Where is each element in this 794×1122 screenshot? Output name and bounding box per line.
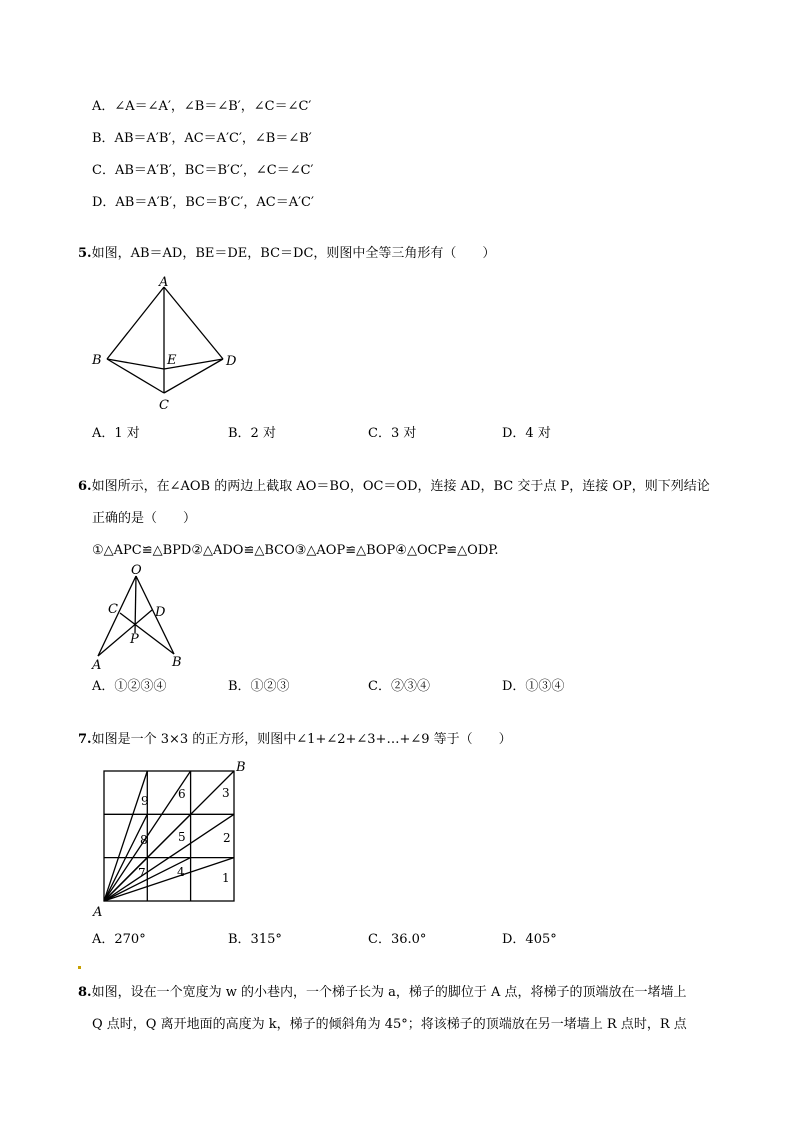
q8-stem-line-1	[78, 985, 687, 1001]
q6-label-a: A	[92, 658, 102, 673]
q7-stem: 如图是一个 3×3 的正方形，则图中∠1+∠2+∠3+…+∠9 等于（ ）	[91, 732, 512, 747]
prev-option-d: D．AB＝A′B′，BC＝B′C′，AC＝A′C′	[92, 195, 314, 210]
q7-stem-line	[78, 732, 512, 748]
q5-label-a: A	[159, 275, 169, 290]
q6-stem-2: 正确的是（ ）	[92, 511, 197, 526]
q5-segment-ab	[107, 287, 164, 359]
prev-option-a: A．∠A＝∠A′，∠B＝∠B′，∠C＝∠C′	[92, 99, 312, 114]
q6-stem-line-1	[78, 479, 710, 495]
q5-label-e: E	[167, 353, 177, 368]
q7-angle-5: 5	[178, 830, 186, 844]
q5-figure	[88, 274, 248, 414]
q5-label-b: B	[92, 353, 102, 368]
q7-angle-9: 9	[141, 794, 149, 808]
q6-label-c: C	[108, 602, 118, 617]
q5-option-d: D．4 对	[502, 426, 551, 441]
q7-option-a: A．270°	[92, 932, 146, 947]
q5-label-d: D	[226, 354, 237, 369]
q7-angle-2: 2	[223, 831, 231, 845]
q7-option-c: C．36.0°	[368, 932, 427, 947]
q5-segment-ad	[164, 287, 223, 359]
q6-label-p: P	[130, 632, 139, 647]
stray-mark	[78, 966, 81, 969]
q6-segment-bc	[120, 613, 174, 654]
q7-angle-6: 6	[178, 787, 186, 801]
q5-label-c: C	[159, 398, 169, 413]
q6-label-d: D	[155, 605, 166, 620]
q5-option-b: B．2 对	[228, 426, 276, 441]
q7-angle-4: 4	[177, 865, 185, 879]
q7-option-b: B．315°	[228, 932, 282, 947]
q7-label-b: B	[236, 760, 246, 775]
q7-angle-1: 1	[222, 871, 230, 885]
q7-label-a: A	[93, 905, 103, 920]
q7-angle-7: 7	[138, 866, 146, 880]
q6-stem-1: 如图所示，在∠AOB 的两边上截取 AO＝BO，OC＝OD，连接 AD，BC 交于点 P，连接 OP，则下列结论	[91, 479, 710, 494]
q7-angle-3: 3	[222, 786, 230, 800]
q7-number: 7.	[78, 732, 92, 747]
q6-number: 6.	[78, 479, 92, 494]
q6-option-d: D．①③④	[502, 679, 565, 694]
q6-option-b: B．①②③	[228, 679, 290, 694]
q7-angle-8: 8	[140, 833, 148, 847]
q5-stem: 如图，AB＝AD，BE＝DE，BC＝DC，则图中全等三角形有（ ）	[91, 246, 496, 261]
q7-option-d: D．405°	[502, 932, 557, 947]
prev-option-b: B．AB＝A′B′，AC＝A′C′，∠B＝∠B′	[92, 131, 312, 146]
q6-label-b: B	[172, 655, 182, 670]
q8-number: 8.	[78, 985, 92, 1000]
q8-stem-2: Q 点时，Q 离开地面的高度为 k，梯子的倾斜角为 45°；将该梯子的顶端放在另一堵墙上 R 点时，R 点	[92, 1017, 687, 1032]
q5-option-a: A．1 对	[92, 426, 140, 441]
q6-option-a: A．①②③④	[92, 679, 167, 694]
q7-figure	[88, 758, 248, 920]
q6-statements: ①△APC≌△BPD②△ADO≌△BCO③△AOP≌△BOP④△OCP≌△ODP.	[92, 543, 499, 558]
q6-option-c: C．②③④	[368, 679, 430, 694]
q6-label-o: O	[131, 563, 142, 578]
q5-number: 5.	[78, 246, 92, 261]
q5-option-c: C．3 对	[368, 426, 417, 441]
prev-option-c: C．AB＝A′B′，BC＝B′C′，∠C＝∠C′	[92, 163, 314, 178]
q8-stem-1: 如图，设在一个宽度为 w 的小巷内，一个梯子长为 a，梯子的脚位于 A 点，将梯子的顶端放在一堵墙上	[91, 985, 687, 1000]
q6-figure	[88, 561, 198, 673]
q7-line-2	[104, 858, 234, 901]
q5-stem-line	[78, 246, 495, 262]
